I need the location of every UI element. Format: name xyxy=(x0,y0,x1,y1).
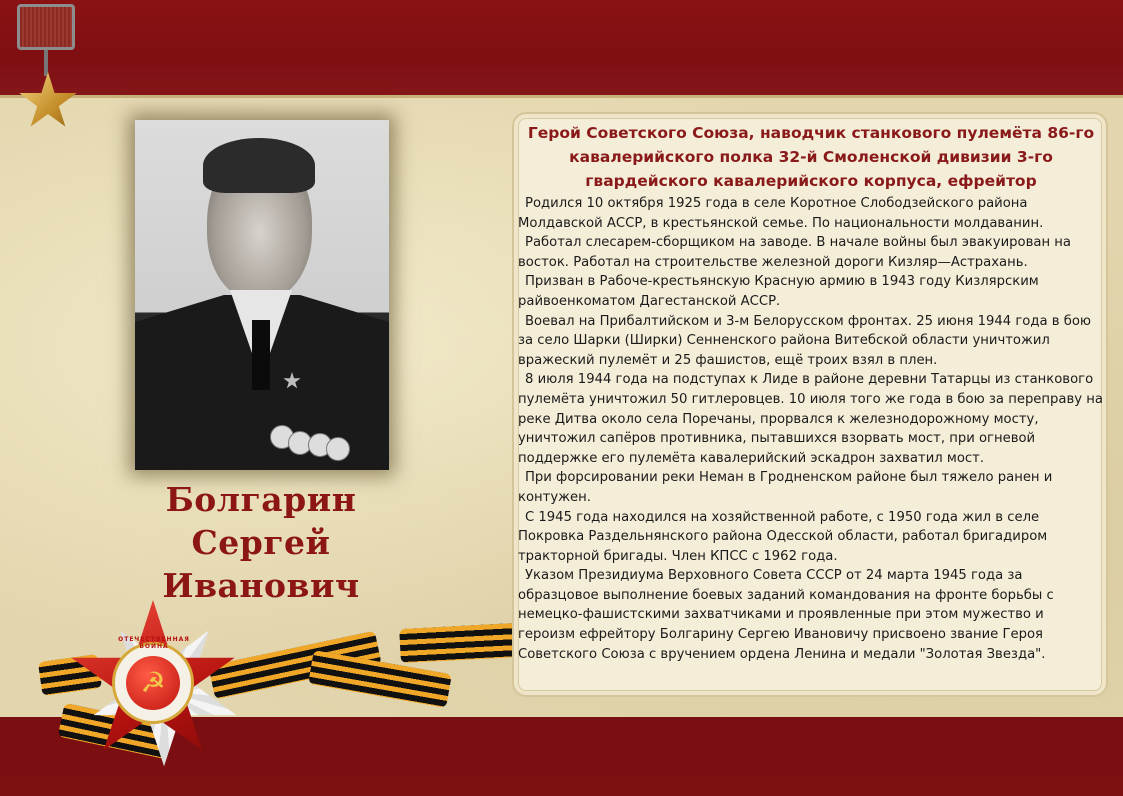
gold-star-medal-icon xyxy=(14,4,80,139)
bio-paragraph: При форсировании реки Неман в Гродненском районе был тяжело ранен и контужен. xyxy=(518,470,1053,505)
st-george-ribbon-icon xyxy=(399,623,521,663)
bio-paragraph: Призван в Рабоче-крестьянскую Красную армию в 1943 году Кизлярским райвоенкоматом Дагестанской АССР. xyxy=(518,274,1039,309)
medal-link xyxy=(44,50,48,76)
hero-surname: Болгарин xyxy=(165,480,357,519)
panel-title: Герой Советского Союза, наводчик станкового пулемёта 86-го кавалерийского полка 32-й Смоленской дивизии 3-го гвардейского кавалерийского корпуса, ефрейтор xyxy=(527,124,1095,190)
hero-name xyxy=(130,478,392,607)
bio-paragraph: С 1945 года находился на хозяйственной работе, с 1950 года жил в селе Покровка Раздельнянского района Одесской области, работал бригадиром тракторной бригады. Член КПСС с 1962 года. xyxy=(518,509,1048,564)
photo-tie xyxy=(252,320,270,390)
top-red-band xyxy=(0,0,1123,100)
photo-hair xyxy=(203,138,315,193)
bio-paragraph: Работал слесарем-сборщиком на заводе. В начале войны был эвакуирован на восток. Работал на строительстве железной дороги Кизляр—Астрахань. xyxy=(518,235,1071,270)
portrait-photo xyxy=(135,120,389,470)
hero-first-name: Сергей xyxy=(191,523,331,562)
hero-patronymic: Иванович xyxy=(162,566,360,605)
hammer-sickle-icon: ☭ xyxy=(126,656,180,710)
photo-medals xyxy=(270,405,350,465)
bio-paragraph: Указом Президиума Верховного Совета СССР от 24 марта 1945 года за образцовое выполнение боевых заданий командования на фронте борьбы с немецко-фашистскими захватчиками и проявленные при этом мужество и героизм ефрейтору Болгарину Сергею Ивановичу присвоено звание Героя Советского Союза с вручением ордена Ленина и медали "Золотая Звезда". xyxy=(518,568,1054,662)
order-decoration xyxy=(40,596,560,776)
bio-paragraph: Родился 10 октября 1925 года в селе Коротное Слободзейского района Молдавской АССР, в крестьянской семье. По национальности молдаванин. xyxy=(518,196,1044,231)
biography-text xyxy=(518,194,1104,664)
medal-ribbon xyxy=(17,4,75,50)
bio-paragraph: 8 июля 1944 года на подступах к Лиде в районе деревни Татарцы из станкового пулемёта уничтожил 50 гитлеровцев. 10 июля того же года в бою за переправу на реке Дитва около села Поречаны, прорвался к железнодорожному мосту, уничтожил сапёров противника, пытавшихся взорвать мост, при огневой поддержке его пулемёта кавалерийский эскадрон захватил мост. xyxy=(518,372,1103,466)
bio-paragraph: Воевал на Прибалтийском и 3-м Белорусском фронтах. 25 июня 1944 года в бою за село Шарки (Ширки) Сенненского района Витебской области уничтожил вражеский пулемёт и 25 фашистов, ещё троих взял в плен. xyxy=(518,313,1091,368)
order-caption: ОТЕЧЕСТВЕННАЯ ВОЙНА xyxy=(118,636,190,650)
gold-star-icon xyxy=(18,72,78,132)
